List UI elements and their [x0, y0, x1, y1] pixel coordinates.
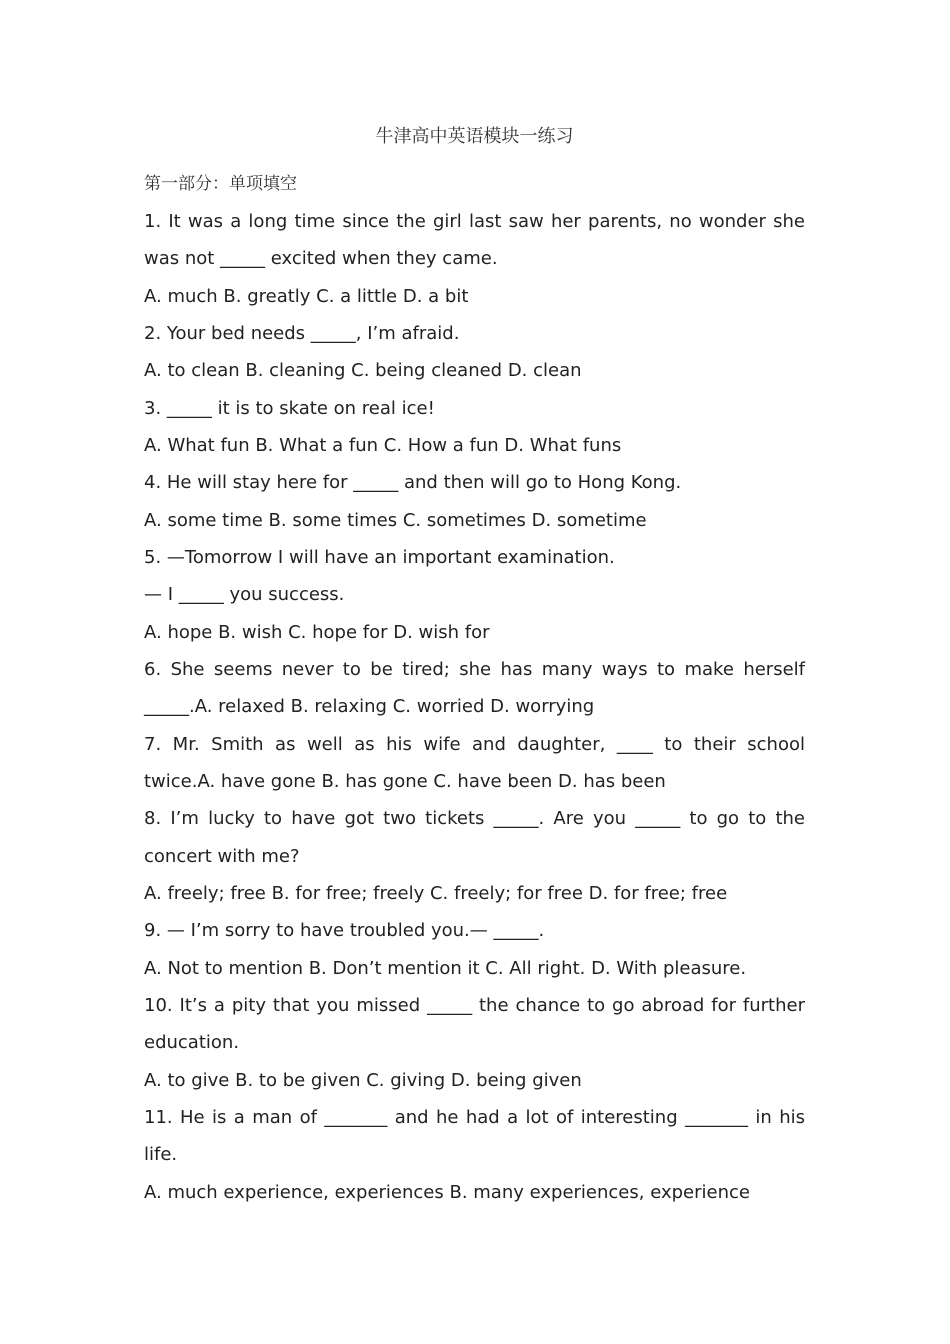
question-11-stem: 11. He is a man of _______ and he had a lot of interesting _______ in his life. [144, 1106, 805, 1166]
question-9-options: A. Not to mention B. Don’t mention it C. All right. D. With pleasure. [144, 957, 747, 979]
question-1-options: A. much B. greatly C. a little D. a bit [144, 285, 469, 307]
question-list [144, 203, 805, 1211]
question-5-stem: 5. —Tomorrow I will have an important examination. [144, 546, 615, 568]
question-6-text: 6. She seems never to be tired; she has many ways to make herself _____.A. relaxed B. relaxing C. worried D. worrying [144, 658, 805, 718]
document-title: 牛津高中英语模块一练习 [375, 126, 574, 147]
question-8-stem: 8. I’m lucky to have got two tickets _____. Are you _____ to go to the concert with me? [144, 808, 805, 867]
question-3-options: A. What fun B. What a fun C. How a fun D. What funs [144, 434, 622, 456]
question-5-options: A. hope B. wish C. hope for D. wish for [144, 621, 490, 643]
question-9-stem: 9. — I’m sorry to have troubled you.— _____. [144, 920, 545, 942]
question-3-stem: 3. _____ it is to skate on real ice! [144, 397, 435, 419]
question-4-options: A. some time B. some times C. sometimes D. sometime [144, 509, 647, 531]
question-4-stem: 4. He will stay here for _____ and then will go to Hong Kong. [144, 472, 682, 494]
question-11-options: A. much experience, experiences B. many experiences, experience [144, 1181, 750, 1203]
question-10-stem: 10. It’s a pity that you missed _____ the chance to go abroad for further education. [144, 994, 805, 1054]
question-5-reply: — I _____ you success. [144, 584, 345, 606]
question-2-stem: 2. Your bed needs _____, I’m afraid. [144, 322, 460, 344]
question-8-options: A. freely; free B. for free; freely C. freely; for free D. for free; free [144, 882, 728, 904]
question-1-stem: 1. It was a long time since the girl last saw her parents, no wonder she was not _____ excited when they came. [144, 211, 805, 270]
question-7-text: 7. Mr. Smith as well as his wife and daughter, ____ to their school twice.A. have gone B. has gone C. have been D. has been [144, 733, 805, 792]
section-heading: 第一部分：单项填空 [144, 174, 297, 194]
question-10-options: A. to give B. to be given C. giving D. being given [144, 1069, 582, 1091]
question-2-options: A. to clean B. cleaning C. being cleaned D. clean [144, 360, 582, 382]
